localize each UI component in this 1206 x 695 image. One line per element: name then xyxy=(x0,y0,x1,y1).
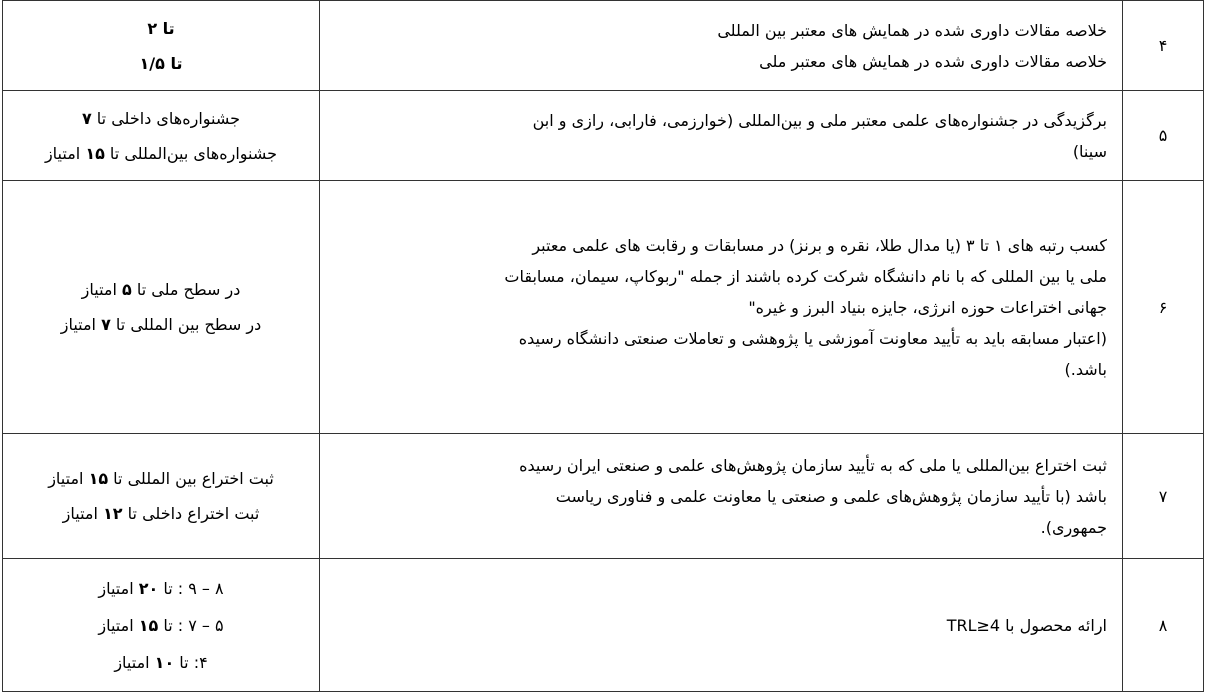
table-row xyxy=(3,434,1204,559)
score-text: ثبت اختراع داخلی تا xyxy=(122,504,260,523)
row-number: ۵ xyxy=(1158,126,1168,145)
score-value: ۷ xyxy=(101,315,111,334)
score-cell xyxy=(3,434,320,559)
score-cell xyxy=(3,91,320,181)
row-number-cell xyxy=(1123,91,1204,181)
row-number-cell xyxy=(1123,434,1204,559)
description-line: باشد.) xyxy=(1064,359,1107,379)
description-line: سینا) xyxy=(1072,141,1107,161)
description-line: جمهوری). xyxy=(1040,517,1107,537)
row-number-cell xyxy=(1123,181,1204,434)
score-text: امتیاز xyxy=(98,578,139,598)
score-text: امتیاز xyxy=(114,652,155,672)
row-number: ۶ xyxy=(1158,297,1168,317)
description-line: (اعتبار مسابقه باید به تأیید معاونت آموزشی یا پژوهشی و تعاملات صنعتی دانشگاه رسیده xyxy=(518,328,1107,348)
score-line xyxy=(7,136,315,171)
score-line xyxy=(7,46,315,81)
description-line: باشد (با تأیید سازمان پژوهش‌های علمی و صنعتی یا معاونت علمی و فناوری ریاست xyxy=(555,486,1107,506)
score-cell xyxy=(3,1,320,91)
score-value: ۲۰ xyxy=(138,578,159,598)
description-cell xyxy=(320,559,1123,692)
score-value: ۷ xyxy=(81,108,92,128)
score-value: ۵ xyxy=(122,280,132,299)
description-line: برگزیدگی در جشنواره‌های علمی معتبر ملی و بین‌المللی (خوارزمی، فارابی، رازی و ابن xyxy=(532,110,1107,130)
score-text: جشنواره‌های داخلی تا xyxy=(91,108,241,128)
score-line xyxy=(7,307,315,342)
score-cell xyxy=(3,181,320,434)
table-row xyxy=(3,181,1204,434)
description-line: کسب رتبه های ۱ تا ۳ (یا مدال طلا، نقره و برنز) در مسابقات و رقابت های علمی معتبر xyxy=(532,235,1107,255)
score-text: امتیاز xyxy=(81,280,122,299)
score-line xyxy=(7,101,315,136)
score-line xyxy=(7,570,315,607)
score-line xyxy=(7,496,315,531)
description-line: خلاصه مقالات داوری شده در همایش های معتبر بین المللی xyxy=(717,20,1107,40)
description-cell xyxy=(320,1,1123,91)
score-value: تا ۱/۵ xyxy=(139,53,183,73)
description-cell xyxy=(320,181,1123,434)
description-cell xyxy=(320,91,1123,181)
score-text: امتیاز xyxy=(48,469,89,488)
score-line xyxy=(7,644,315,681)
description-line: جهانی اختراعات حوزه انرژی، جایزه بنیاد البرز و غیره" xyxy=(748,297,1107,317)
row-number: ۷ xyxy=(1158,486,1168,506)
score-cell xyxy=(3,559,320,692)
score-line xyxy=(7,272,315,307)
row-number-cell xyxy=(1123,1,1204,91)
score-value: ۱۵ xyxy=(88,469,109,488)
score-value: ۱۲ xyxy=(103,504,123,523)
table-row xyxy=(3,1,1204,91)
scoring-table xyxy=(2,0,1204,692)
description-line: ملی یا بین المللی که با نام دانشگاه شرکت کرده باشند از جمله "ربوکاپ، سیمان، مسابقات xyxy=(504,266,1107,286)
score-text: ۴: تا xyxy=(174,652,208,672)
table-row xyxy=(3,91,1204,181)
score-value: ۱۵ xyxy=(85,143,105,163)
score-value: ۱۵ xyxy=(138,615,159,635)
score-text: ثبت اختراع بین المللی تا xyxy=(108,469,274,488)
row-number: ۸ xyxy=(1158,615,1168,635)
score-text: امتیاز xyxy=(44,143,86,163)
description-line: خلاصه مقالات داوری شده در همایش های معتبر ملی xyxy=(759,51,1107,71)
description-text: ارائه محصول با xyxy=(1000,615,1107,635)
score-text: در سطح ملی تا xyxy=(131,280,241,299)
score-text: امتیاز xyxy=(62,504,104,523)
description-cell xyxy=(320,434,1123,559)
description-line xyxy=(332,610,1107,641)
trl-label: TRL≥4 xyxy=(946,615,1001,635)
description-line: ثبت اختراع بین‌المللی یا ملی که به تأیید سازمان پژوهش‌های علمی و صنعتی ایران رسیده xyxy=(519,455,1107,475)
score-line xyxy=(7,461,315,496)
score-text: در سطح بین المللی تا xyxy=(110,315,262,334)
score-line xyxy=(7,607,315,644)
score-line xyxy=(7,11,315,46)
score-text: امتیاز xyxy=(98,615,139,635)
score-text: امتیاز xyxy=(60,315,102,334)
row-number-cell xyxy=(1123,559,1204,692)
score-value: ۱۰ xyxy=(154,652,175,672)
score-value: تا ۲ xyxy=(147,18,175,38)
table-row xyxy=(3,559,1204,692)
row-number: ۴ xyxy=(1158,36,1168,55)
score-text: ۵ – ۷ : تا xyxy=(158,615,224,635)
score-text: ۸ – ۹ : تا xyxy=(158,578,224,598)
score-text: جشنواره‌های بین‌المللی تا xyxy=(104,143,278,163)
